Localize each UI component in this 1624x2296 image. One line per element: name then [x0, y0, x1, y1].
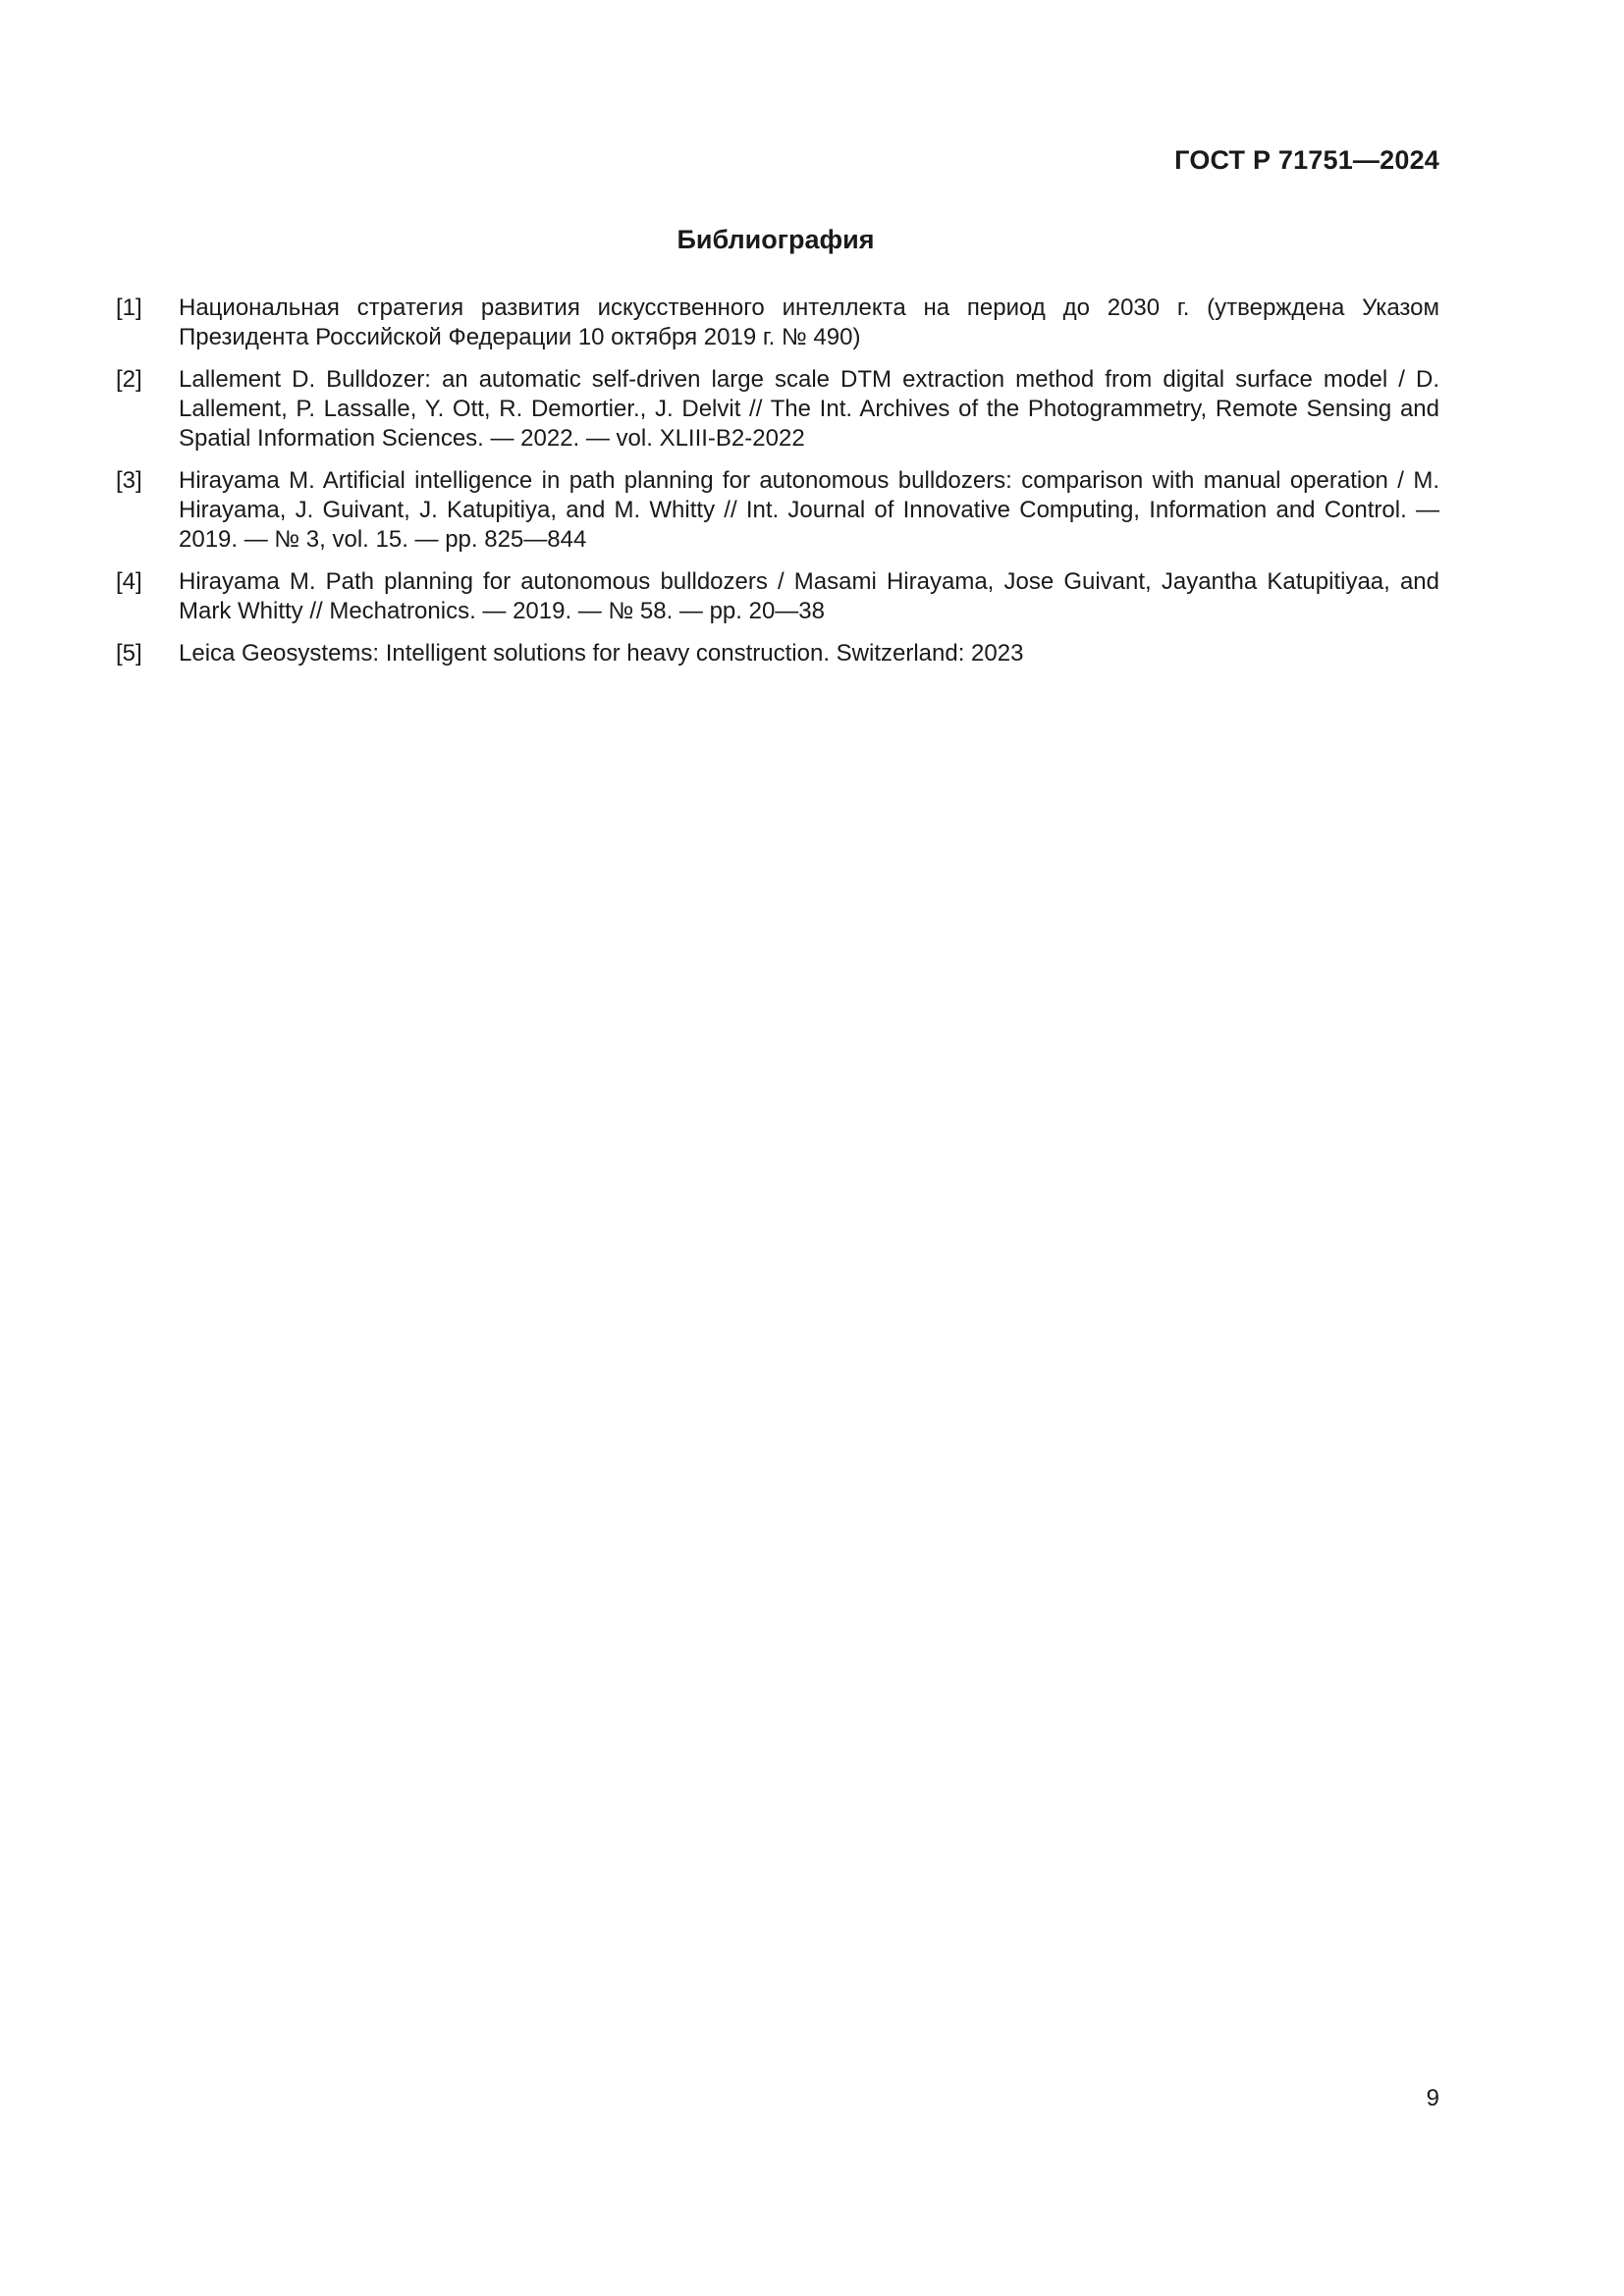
entry-number: [4]: [116, 568, 142, 595]
entry-text: Leica Geosystems: Intelligent solutions for heavy construction. Switzerland: 2023: [179, 640, 1024, 667]
bibliography-list: [116, 294, 1439, 681]
page-number: 9: [1426, 2085, 1439, 2111]
bibliography-entry: [116, 466, 1439, 555]
bibliography-entry: [116, 365, 1439, 454]
bibliography-entry: [116, 567, 1439, 626]
entry-text: Hirayama M. Artificial intelligence in path planning for autonomous bulldozers: comparison with manual operation / M. Hirayama, J. Guivant, J. Katupitiya, and M. Whitty // Int. Journal of Innovative Computing, Information and Control. — 2019. — № 3, vol. 15. — pp. 825—844: [179, 467, 1439, 553]
entry-text: Lallement D. Bulldozer: an automatic self-driven large scale DTM extraction method from digital surface model / D. Lallement, P. Lassalle, Y. Ott, R. Demortier., J. Delvit // The Int. Archives of the Photogrammetry, Remote Sensing and Spatial Information Sciences. — 2022. — vol. XLIII-B2-2022: [179, 366, 1439, 452]
entry-number: [3]: [116, 467, 142, 494]
section-title: Библиография: [677, 225, 875, 254]
entry-number: [2]: [116, 366, 142, 393]
entry-number: [5]: [116, 640, 142, 667]
bibliography-entry: [116, 294, 1439, 352]
entry-number: [1]: [116, 294, 142, 321]
bibliography-entry: [116, 639, 1439, 668]
document-code: ГОСТ Р 71751—2024: [1174, 145, 1439, 175]
entry-text: Национальная стратегия развития искусственного интеллекта на период до 2030 г. (утверждена Указом Президента Российской Федерации 10 октября 2019 г. № 490): [179, 294, 1439, 350]
entry-text: Hirayama M. Path planning for autonomous bulldozers / Masami Hirayama, Jose Guivant, Jayantha Katupitiyaa, and Mark Whitty // Mechatronics. — 2019. — № 58. — pp. 20—38: [179, 568, 1439, 624]
